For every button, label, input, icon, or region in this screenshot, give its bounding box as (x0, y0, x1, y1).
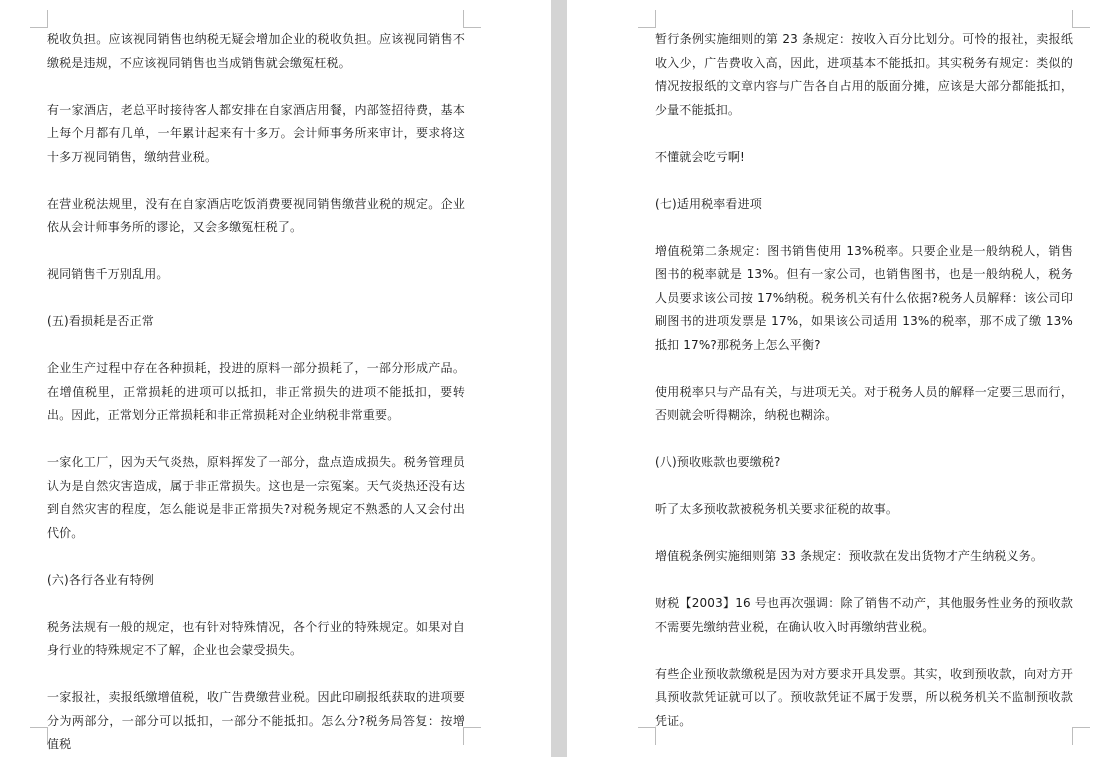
paragraph: 税务法规有一般的规定，也有针对特殊情况，各个行业的特殊规定。如果对自身行业的特殊规定不了解，企业也会蒙受损失。 (47, 619, 465, 657)
paragraph: 不懂就会吃亏啊! (655, 149, 746, 164)
crop-mark-bottom-left-h (638, 727, 656, 728)
document-page-left (0, 0, 551, 757)
page-gutter (551, 0, 567, 757)
right-page-body[interactable] (655, 28, 1073, 757)
crop-mark-top-left-h (638, 27, 656, 28)
paragraph: 增值税条例实施细则第 33 条规定：预收款在发出货物才产生纳税义务。 (655, 549, 1044, 563)
paragraph: 企业生产过程中存在各种损耗，投进的原料一部分损耗了，一部分形成产品。在增值税里，正常损耗的进项可以抵扣，非正常损失的进项不能抵扣，要转出。因此，正常划分正常损耗和非正常损耗对企业纳税非常重要。 (47, 361, 465, 422)
crop-mark-top-right-h (463, 27, 481, 28)
crop-mark-top-left-v (47, 10, 48, 28)
section-heading: (八)预收账款也要缴税? (655, 455, 781, 469)
paragraph: 一家化工厂，因为天气炎热，原料挥发了一部分，盘点造成损失。税务管理员认为是自然灾害造成，属于非正常损失。这也是一宗冤案。天气炎热还没有达到自然灾害的程度，怎么能说是非正常损失?对税务规定不熟悉的人又会付出代价。 (47, 455, 465, 540)
crop-mark-top-right-v (1072, 10, 1073, 28)
document-page-right (567, 0, 1107, 757)
section-heading: (五)看损耗是否正常 (47, 314, 154, 328)
crop-mark-top-left-v (655, 10, 656, 28)
crop-mark-bottom-left-h (30, 727, 48, 728)
paragraph: 视同销售千万别乱用。 (47, 267, 169, 281)
paragraph: 一家报社，卖报纸缴增值税，收广告费缴营业税。因此印刷报纸获取的进项要分为两部分，一部分可以抵扣，一部分不能抵扣。怎么分?税务局答复：按增值税 (47, 690, 465, 751)
paragraph: 增值税第二条规定：图书销售使用 13%税率。只要企业是一般纳税人，销售图书的税率就是 13%。但有一家公司，也销售图书，也是一般纳税人，税务人员要求该公司按 17%纳税。税务机关有什么依据?税务人员解释：该公司印刷图书的进项发票是 17%，如果该公司适用 13%的税率，那不成了缴 13%抵扣 17%?那税务上怎么平衡? (655, 243, 1073, 352)
crop-mark-top-right-h (1072, 27, 1090, 28)
paragraph: 听了太多预收款被税务机关要求征税的故事。 (655, 502, 899, 516)
crop-mark-bottom-right-h (463, 727, 481, 728)
section-heading: (七)适用税率看进项 (655, 196, 762, 211)
paragraph: 使用税率只与产品有关，与进项无关。对于税务人员的解释一定要三思而行，否则就会听得糊涂，纳税也糊涂。 (655, 384, 1073, 422)
section-heading: (六)各行各业有特例 (47, 572, 154, 587)
crop-mark-top-right-v (463, 10, 464, 28)
paragraph: 在营业税法规里，没有在自家酒店吃饭消费要视同销售缴营业税的规定。企业依从会计师事务所的谬论，又会多缴冤枉税了。 (47, 196, 465, 234)
left-page-body[interactable] (47, 28, 465, 757)
paragraph: 有一家酒店，老总平时接待客人都安排在自家酒店用餐，内部签招待费，基本上每个月都有几单，一年累计起来有十多万。会计师事务所来审计，要求将这十多万视同销售，缴纳营业税。 (47, 102, 465, 164)
paragraph: 税收负担。应该视同销售也纳税无疑会增加企业的税收负担。应该视同销售不缴税是违规，不应该视同销售也当成销售就会缴冤枉税。 (47, 32, 465, 70)
paragraph: 暂行条例实施细则的第 23 条规定：按收入百分比划分。可怜的报社，卖报纸收入少，广告费收入高，因此，进项基本不能抵扣。其实税务有规定：类似的情况按报纸的文章内容与广告各自占用的版面分摊，应该是大部分都能抵扣，少量不能抵扣。 (655, 32, 1073, 117)
paragraph: 有些企业预收款缴税是因为对方要求开具发票。其实，收到预收款，向对方开具预收款凭证就可以了。预收款凭证不属于发票，所以税务机关不监制预收款凭证。 (655, 666, 1073, 728)
crop-mark-bottom-right-h (1072, 727, 1090, 728)
crop-mark-top-left-h (30, 27, 48, 28)
paragraph: 财税【2003】16 号也再次强调：除了销售不动产，其他服务性业务的预收款不需要先缴纳营业税，在确认收入时再缴纳营业税。 (655, 596, 1073, 634)
